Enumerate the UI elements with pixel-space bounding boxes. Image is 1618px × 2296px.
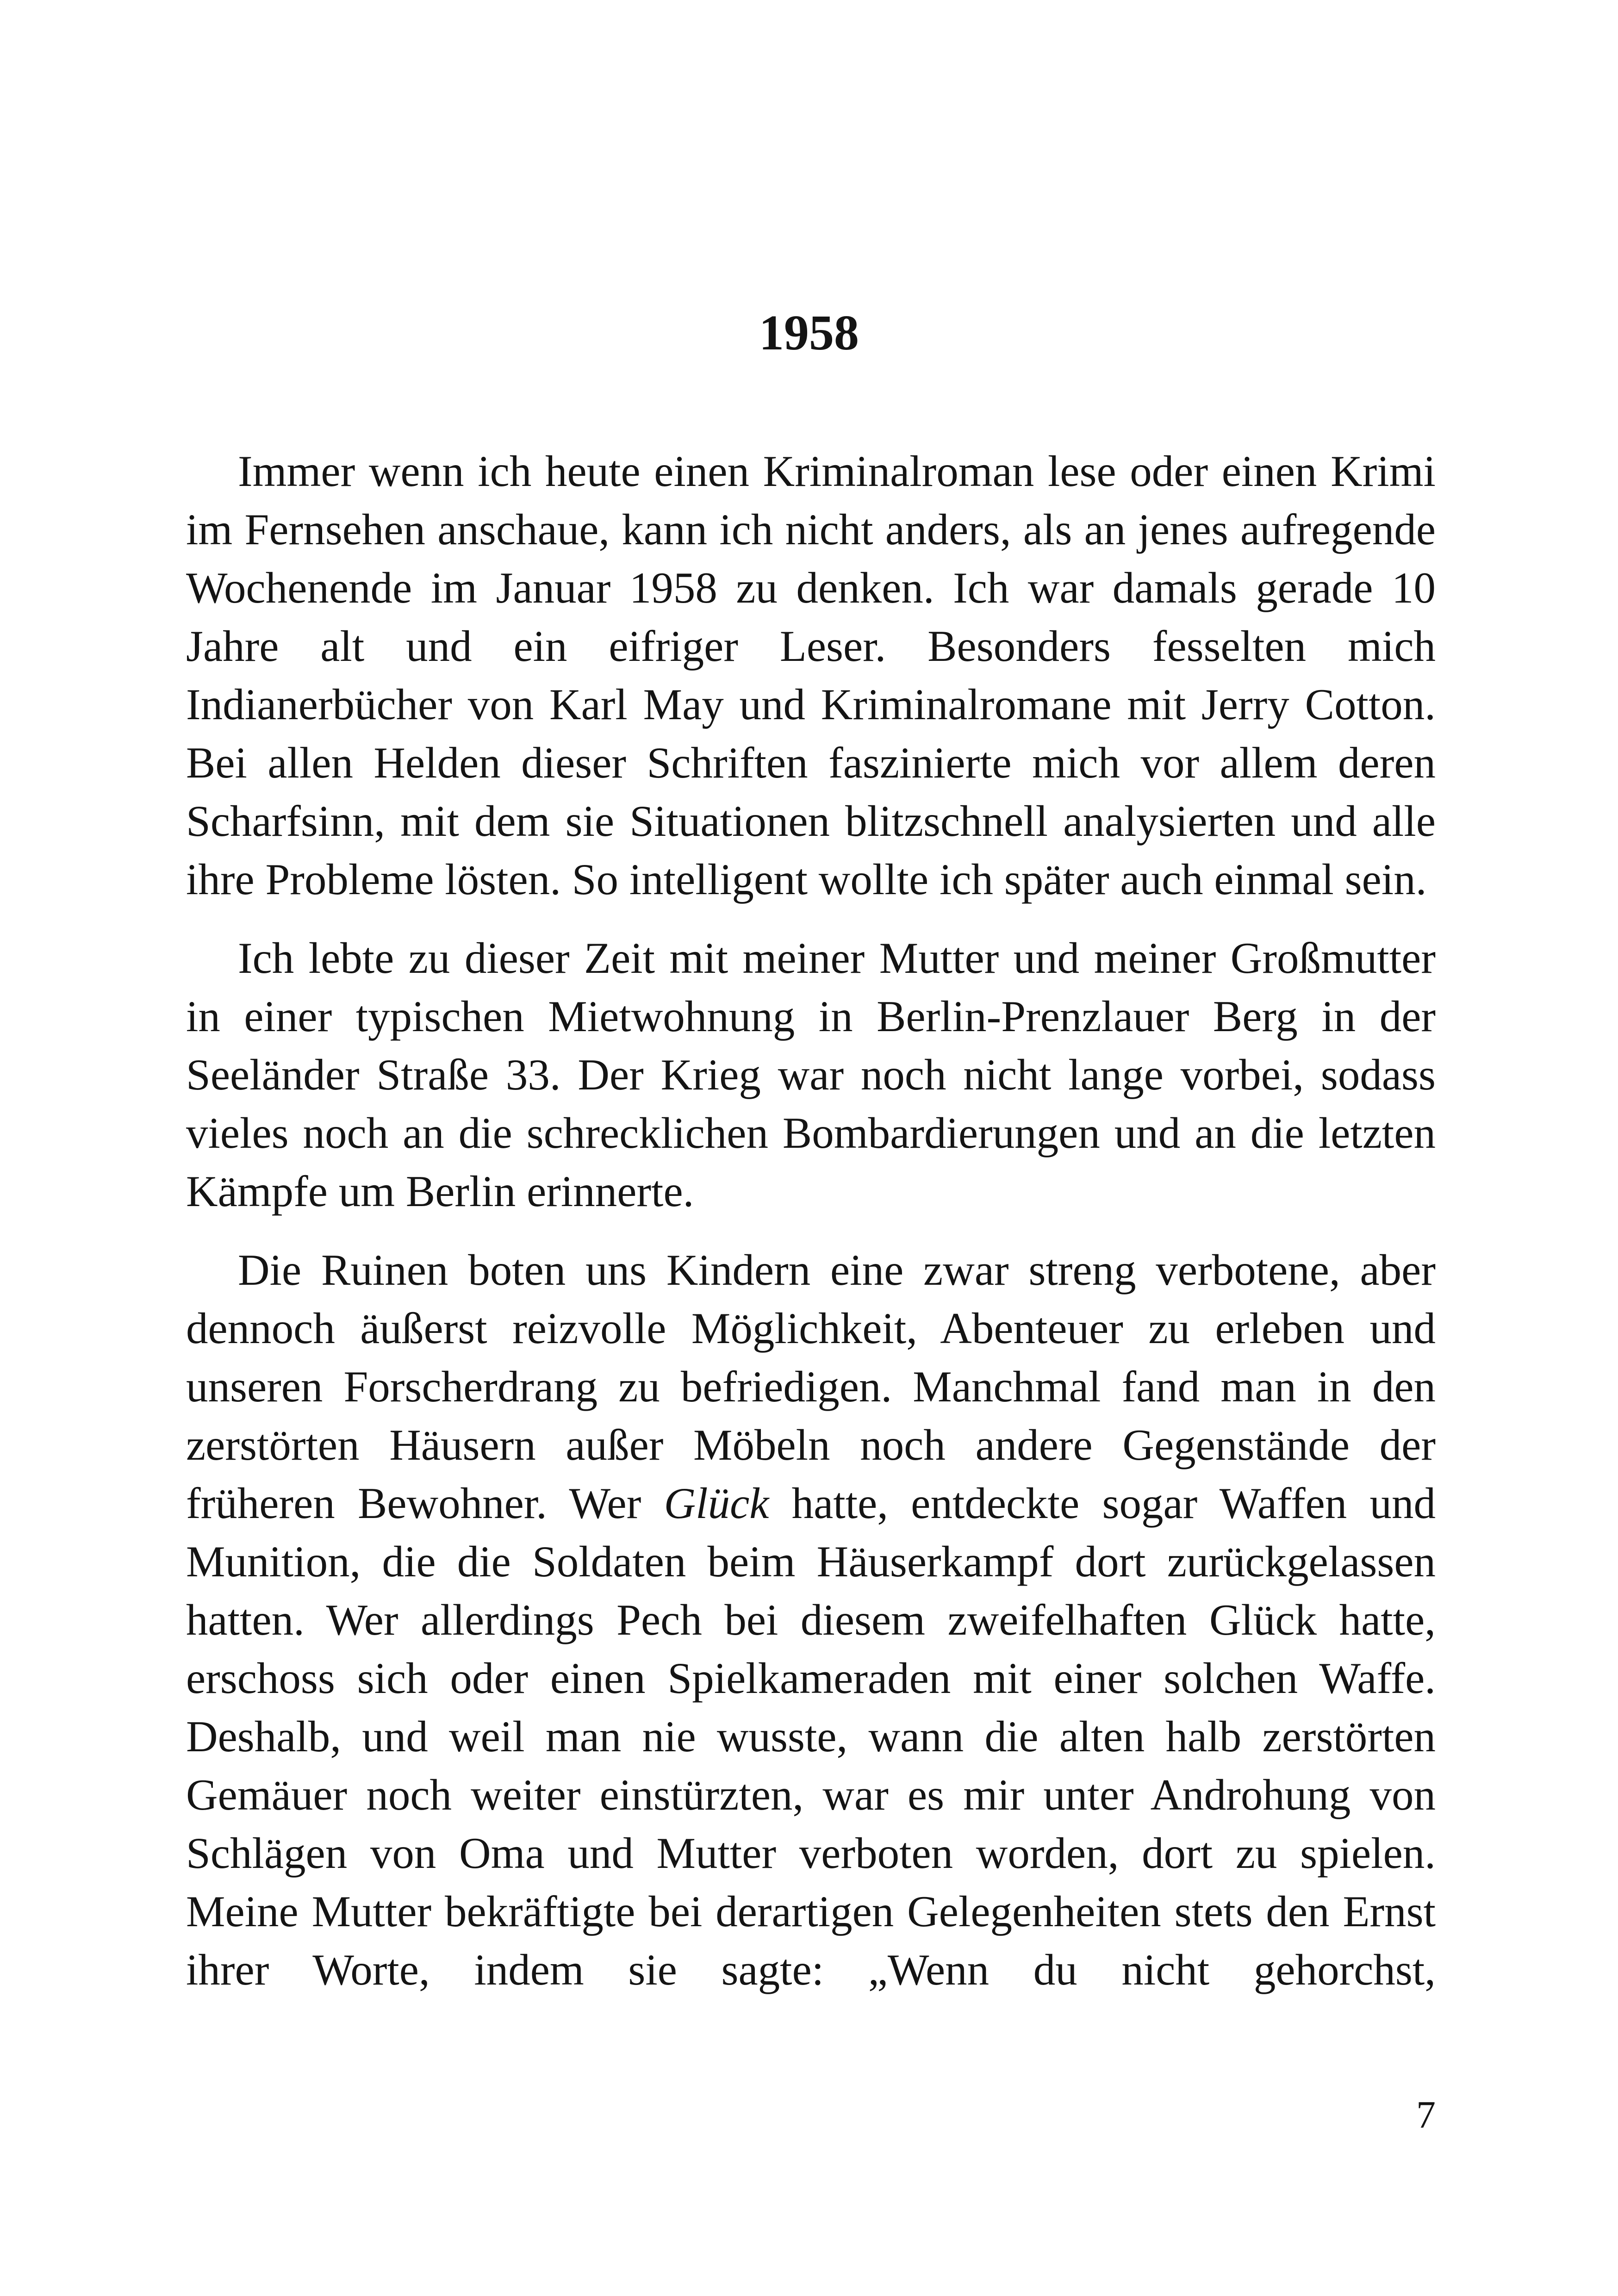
paragraph-text: hatte, entdeckte sogar Waffen und Munition, die die Soldaten beim Häuserkampf dort zurückgelassen hatten. Wer allerdings Pech bei diesem zweifelhaften Glück hatte, erschoss sich oder einen Spielkameraden mit einer solchen Waffe. Deshalb, und weil man nie wusste, wann die alten halb zerstörten Gemäuer noch weiter einstürzten, war es mir unter Androhung von Schlägen von Oma und Mutter verboten worden, dort zu spielen. Meine Mutter bekräftigte bei derartigen Gelegenheiten stets den Ernst ihrer Worte, indem sie sagte: „Wenn du nicht gehorchst, xyxy=(186,1479,1436,1994)
paragraph-3 xyxy=(186,1241,1436,1999)
chapter-body xyxy=(186,442,1436,1999)
paragraph-text: Die Ruinen boten uns Kindern eine zwar streng verbotene, aber dennoch äußerst reizvolle Möglichkeit, Abenteuer zu erleben und unseren Forscherdrang zu befriedigen. Manchmal fand man in den zerstörten Häusern außer Möbeln noch andere Gegenstände der früheren Bewohner. Wer xyxy=(186,1245,1436,1528)
paragraph-text: Ich lebte zu dieser Zeit mit meiner Mutter und meiner Großmutter in einer typischen Mietwohnung in Berlin-Prenzlauer Berg in der Seeländer Straße 33. Der Krieg war noch nicht lange vorbei, sodass vieles noch an die schrecklichen Bombardierungen und an die letzten Kämpfe um Berlin erinnerte. xyxy=(186,933,1436,1216)
page-number: 7 xyxy=(1416,2093,1436,2136)
chapter-title: 1958 xyxy=(759,305,859,361)
paragraph-text: Immer wenn ich heute einen Kriminalroman lese oder einen Krimi im Fernsehen anschaue, kann ich nicht anders, als an jenes aufregende Wochenende im Januar 1958 zu denken. Ich war damals gerade 10 Jahre alt und ein eifriger Leser. Besonders fesselten mich Indianerbücher von Karl May und Kriminalromane mit Jerry Cotton. Bei allen Helden dieser Schriften faszinierte mich vor allem deren Scharfsinn, mit dem sie Situationen blitzschnell analysierten und alle ihre Probleme lösten. So intelligent wollte ich später auch einmal sein. xyxy=(186,447,1436,904)
paragraph-1 xyxy=(186,442,1436,908)
emphasized-word: Glück xyxy=(664,1479,769,1528)
paragraph-2 xyxy=(186,929,1436,1220)
